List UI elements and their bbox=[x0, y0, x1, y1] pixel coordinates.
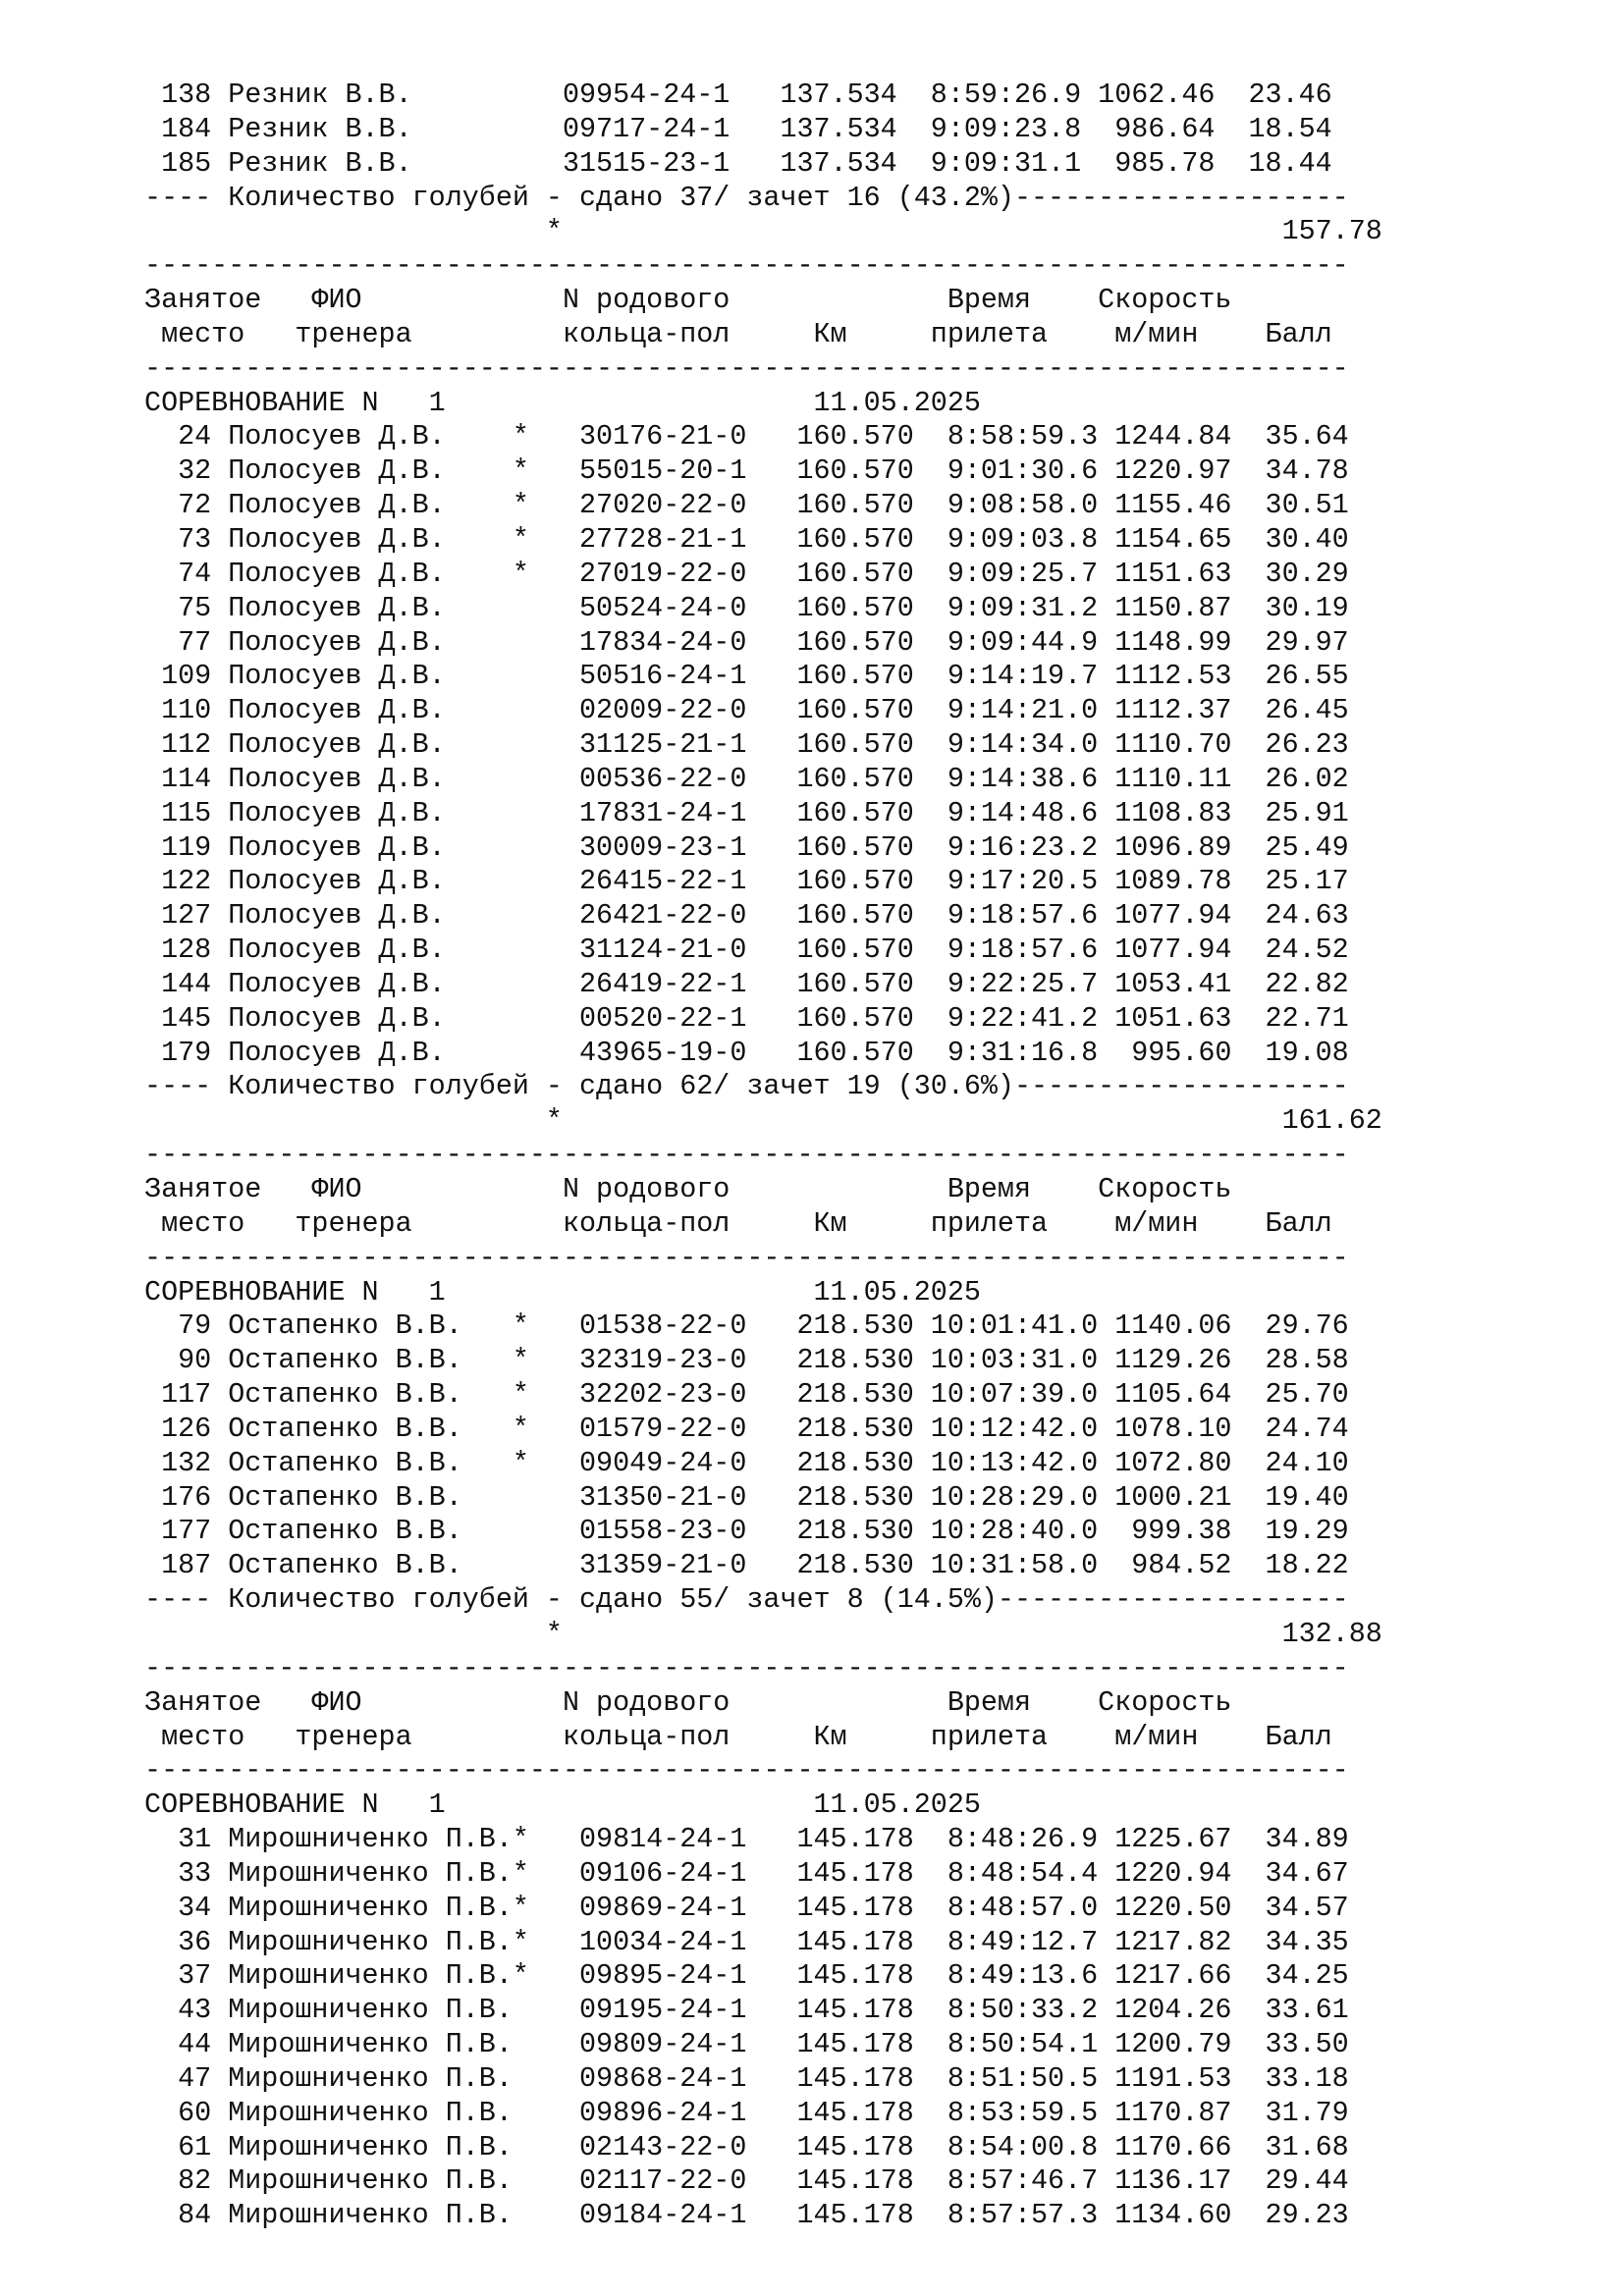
report-line: 145 Полосуев Д.В. 00520-22-1 160.570 9:22:41.2 1051.63 22.71 bbox=[128, 1001, 1349, 1035]
report-line: 73 Полосуев Д.В. * 27728-21-1 160.570 9:09:03.8 1154.65 30.40 bbox=[128, 522, 1349, 556]
report-line: Занятое ФИО N родового Время Скорость bbox=[128, 284, 1232, 317]
report-line: 179 Полосуев Д.В. 43965-19-0 160.570 9:31:16.8 995.60 19.08 bbox=[128, 1036, 1349, 1069]
report-line: 112 Полосуев Д.В. 31125-21-1 160.570 9:14:34.0 1110.70 26.23 bbox=[128, 728, 1349, 762]
report-line: 122 Полосуев Д.В. 26415-22-1 160.570 9:17:20.5 1089.78 25.17 bbox=[128, 865, 1349, 898]
report-line: ---- Количество голубей - сдано 37/ зачет 16 (43.2%)-------------------- bbox=[128, 181, 1349, 214]
report-line: 114 Полосуев Д.В. 00536-22-0 160.570 9:14:38.6 1110.11 26.02 bbox=[128, 762, 1349, 795]
report-line: 177 Остапенко В.В. 01558-23-0 218.530 10:28:40.0 999.38 19.29 bbox=[128, 1515, 1349, 1548]
report-line: 119 Полосуев Д.В. 30009-23-1 160.570 9:16:23.2 1096.89 25.49 bbox=[128, 830, 1349, 864]
report-line: 47 Мирошниченко П.В. 09868-24-1 145.178 8:51:50.5 1191.53 33.18 bbox=[128, 2061, 1349, 2095]
report-line: 44 Мирошниченко П.В. 09809-24-1 145.178 8:50:54.1 1200.79 33.50 bbox=[128, 2028, 1349, 2061]
report-line: 43 Мирошниченко П.В. 09195-24-1 145.178 8:50:33.2 1204.26 33.61 bbox=[128, 1994, 1349, 2027]
report-line: место тренера кольца-пол Км прилета м/мин Балл bbox=[128, 1206, 1332, 1240]
report-line: 110 Полосуев Д.В. 02009-22-0 160.570 9:14:21.0 1112.37 26.45 bbox=[128, 694, 1349, 727]
report-line: место тренера кольца-пол Км прилета м/мин Балл bbox=[128, 1720, 1332, 1753]
report-line: ---- Количество голубей - сдано 55/ зачет 8 (14.5%)--------------------- bbox=[128, 1583, 1349, 1617]
report-line: 128 Полосуев Д.В. 31124-21-0 160.570 9:18:57.6 1077.94 24.52 bbox=[128, 934, 1349, 967]
report-line: ------------------------------------------------------------------------ bbox=[128, 249, 1349, 283]
report-line: место тренера кольца-пол Км прилета м/мин Балл bbox=[128, 317, 1332, 350]
report-line: Занятое ФИО N родового Время Скорость bbox=[128, 1685, 1232, 1719]
report-line: 184 Резник В.В. 09717-24-1 137.534 9:09:23.8 986.64 18.54 bbox=[128, 112, 1332, 145]
report-line: 32 Полосуев Д.В. * 55015-20-1 160.570 9:01:30.6 1220.97 34.78 bbox=[128, 454, 1349, 488]
report-line: 187 Остапенко В.В. 31359-21-0 218.530 10:31:58.0 984.52 18.22 bbox=[128, 1549, 1349, 1582]
report-line: 138 Резник В.В. 09954-24-1 137.534 8:59:26.9 1062.46 23.46 bbox=[128, 79, 1332, 111]
report-line: 90 Остапенко В.В. * 32319-23-0 218.530 10:03:31.0 1129.26 28.58 bbox=[128, 1344, 1349, 1377]
report-line: * 132.88 bbox=[128, 1617, 1382, 1650]
report-line: ---- Количество голубей - сдано 62/ зачет 19 (30.6%)-------------------- bbox=[128, 1070, 1349, 1103]
report-line: ------------------------------------------------------------------------ bbox=[128, 351, 1349, 385]
report-line: 79 Остапенко В.В. * 01538-22-0 218.530 10:01:41.0 1140.06 29.76 bbox=[128, 1309, 1349, 1343]
results-document bbox=[128, 79, 1382, 2233]
report-line: 33 Мирошниченко П.В.* 09106-24-1 145.178 8:48:54.4 1220.94 34.67 bbox=[128, 1856, 1349, 1890]
report-line: 132 Остапенко В.В. * 09049-24-0 218.530 10:13:42.0 1072.80 24.10 bbox=[128, 1446, 1349, 1479]
report-line: 176 Остапенко В.В. 31350-21-0 218.530 10:28:29.0 1000.21 19.40 bbox=[128, 1480, 1349, 1514]
report-line: 61 Мирошниченко П.В. 02143-22-0 145.178 8:54:00.8 1170.66 31.68 bbox=[128, 2130, 1349, 2163]
report-line: 24 Полосуев Д.В. * 30176-21-0 160.570 8:58:59.3 1244.84 35.64 bbox=[128, 420, 1349, 454]
report-line: 84 Мирошниченко П.В. 09184-24-1 145.178 8:57:57.3 1134.60 29.23 bbox=[128, 2199, 1349, 2232]
report-line: СОРЕВНОВАНИЕ N 1 11.05.2025 bbox=[128, 1789, 981, 1822]
report-line: 36 Мирошниченко П.В.* 10034-24-1 145.178 8:49:12.7 1217.82 34.35 bbox=[128, 1925, 1349, 1958]
report-line: ------------------------------------------------------------------------ bbox=[128, 1139, 1349, 1172]
report-line: Занятое ФИО N родового Время Скорость bbox=[128, 1173, 1232, 1205]
report-line: 126 Остапенко В.В. * 01579-22-0 218.530 10:12:42.0 1078.10 24.74 bbox=[128, 1412, 1349, 1445]
report-line: СОРЕВНОВАНИЕ N 1 11.05.2025 bbox=[128, 1275, 981, 1308]
report-line: * 161.62 bbox=[128, 1104, 1382, 1138]
report-line: ------------------------------------------------------------------------ bbox=[128, 1651, 1349, 1684]
report-line: 75 Полосуев Д.В. 50524-24-0 160.570 9:09:31.2 1150.87 30.19 bbox=[128, 591, 1349, 624]
report-line: 127 Полосуев Д.В. 26421-22-0 160.570 9:18:57.6 1077.94 24.63 bbox=[128, 899, 1349, 933]
report-line: 60 Мирошниченко П.В. 09896-24-1 145.178 8:53:59.5 1170.87 31.79 bbox=[128, 2096, 1349, 2129]
report-line: 144 Полосуев Д.В. 26419-22-1 160.570 9:22:25.7 1053.41 22.82 bbox=[128, 967, 1349, 1000]
report-line: 74 Полосуев Д.В. * 27019-22-0 160.570 9:09:25.7 1151.63 30.29 bbox=[128, 557, 1349, 590]
report-line: 185 Резник В.В. 31515-23-1 137.534 9:09:31.1 985.78 18.44 bbox=[128, 146, 1332, 180]
report-line: ------------------------------------------------------------------------ bbox=[128, 1241, 1349, 1274]
report-line: 117 Остапенко В.В. * 32202-23-0 218.530 10:07:39.0 1105.64 25.70 bbox=[128, 1378, 1349, 1412]
report-line: * 157.78 bbox=[128, 215, 1382, 248]
report-line: 77 Полосуев Д.В. 17834-24-0 160.570 9:09:44.9 1148.99 29.97 bbox=[128, 625, 1349, 659]
report-line: СОРЕВНОВАНИЕ N 1 11.05.2025 bbox=[128, 386, 981, 419]
report-line: ------------------------------------------------------------------------ bbox=[128, 1754, 1349, 1788]
report-line: 109 Полосуев Д.В. 50516-24-1 160.570 9:14:19.7 1112.53 26.55 bbox=[128, 660, 1349, 693]
report-line: 31 Мирошниченко П.В.* 09814-24-1 145.178 8:48:26.9 1225.67 34.89 bbox=[128, 1823, 1349, 1856]
report-line: 72 Полосуев Д.В. * 27020-22-0 160.570 9:08:58.0 1155.46 30.51 bbox=[128, 489, 1349, 522]
report-line: 82 Мирошниченко П.В. 02117-22-0 145.178 8:57:46.7 1136.17 29.44 bbox=[128, 2164, 1349, 2198]
report-line: 34 Мирошниченко П.В.* 09869-24-1 145.178 8:48:57.0 1220.50 34.57 bbox=[128, 1891, 1349, 1924]
report-line: 115 Полосуев Д.В. 17831-24-1 160.570 9:14:48.6 1108.83 25.91 bbox=[128, 796, 1349, 829]
report-line: 37 Мирошниченко П.В.* 09895-24-1 145.178 8:49:13.6 1217.66 34.25 bbox=[128, 1959, 1349, 1993]
